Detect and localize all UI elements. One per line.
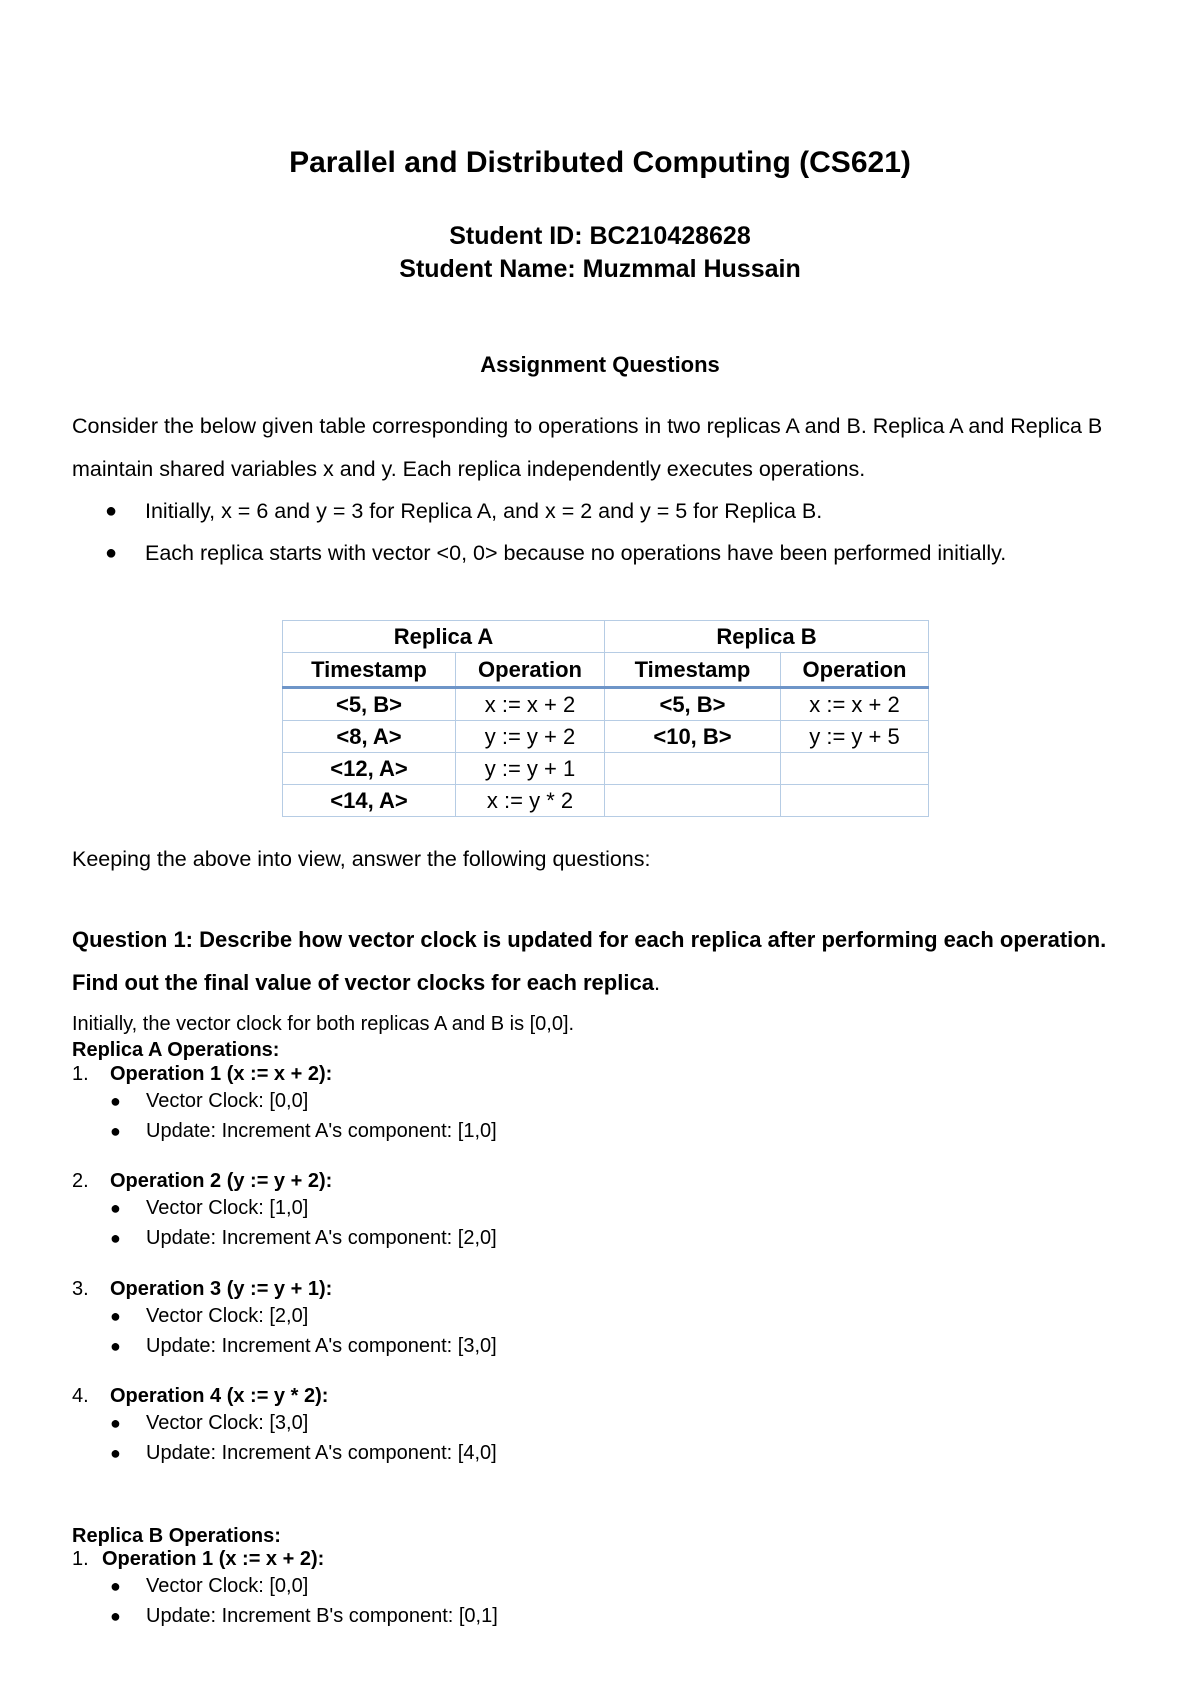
- replica-b-heading: Replica B Operations:: [72, 1525, 281, 1547]
- table-cell: <5, B>: [605, 688, 781, 721]
- bullet-icon: ●: [110, 1198, 121, 1218]
- list-item: ● Update: Increment A's component: [2,0]: [110, 1223, 497, 1253]
- replica-a-heading: Replica A Operations:: [72, 1039, 280, 1061]
- replica-table: [282, 620, 929, 817]
- table-cell: [605, 753, 781, 785]
- table-row: [283, 785, 929, 817]
- table-cell: y := y + 2: [456, 721, 605, 753]
- list-item: ● Update: Increment A's component: [4,0]: [110, 1438, 497, 1468]
- table-cell: y := y + 1: [456, 753, 605, 785]
- student-id: Student ID: BC210428628: [449, 222, 751, 250]
- replica-a-header: Replica A: [283, 621, 605, 653]
- list-item: 1. Operation 1 (x := x + 2):: [72, 1063, 333, 1085]
- list-item: ● Update: Increment A's component: [1,0]: [110, 1116, 497, 1146]
- table-cell: <14, A>: [283, 785, 456, 817]
- bullet-icon: ●: [110, 1413, 121, 1433]
- table-cell: [605, 785, 781, 817]
- sub-list: [110, 1571, 498, 1631]
- list-item: 2. Operation 2 (y := y + 2):: [72, 1170, 333, 1192]
- table-row: [283, 688, 929, 721]
- answer-initial: Initially, the vector clock for both replicas A and B is [0,0].: [72, 1013, 575, 1035]
- list-item: ● Update: Increment A's component: [3,0]: [110, 1331, 497, 1361]
- list-item: 4. Operation 4 (x := y * 2):: [72, 1385, 329, 1407]
- column-header: Timestamp: [605, 653, 781, 688]
- table-cell: x := x + 2: [781, 688, 929, 721]
- column-header: Operation: [781, 653, 929, 688]
- bullet-icon: ●: [110, 1576, 121, 1596]
- list-item: ● Each replica starts with vector <0, 0> because no operations have been performed initially.: [105, 532, 1006, 574]
- list-item: ● Vector Clock: [2,0]: [110, 1301, 497, 1331]
- table-cell: x := y * 2: [456, 785, 605, 817]
- section-title: Assignment Questions: [480, 352, 720, 377]
- bullet-icon: ●: [110, 1121, 121, 1141]
- sub-list: [110, 1301, 497, 1361]
- table-row: [283, 721, 929, 753]
- table-cell: <10, B>: [605, 721, 781, 753]
- table-cell: x := x + 2: [456, 688, 605, 721]
- bullet-icon: ●: [110, 1443, 121, 1463]
- list-item: ● Vector Clock: [0,0]: [110, 1086, 497, 1116]
- instruction-text: Keeping the above into view, answer the following questions:: [72, 847, 651, 871]
- list-item: ● Vector Clock: [0,0]: [110, 1571, 498, 1601]
- column-header: Operation: [456, 653, 605, 688]
- column-header: Timestamp: [283, 653, 456, 688]
- table-cell: <5, B>: [283, 688, 456, 721]
- table-row: [283, 753, 929, 785]
- sub-list: [110, 1408, 497, 1468]
- intro-paragraph: Consider the below given table corresponding to operations in two replicas A and B. Replica A and Replica B maintain shared variables x and y. Each replica independently executes operations.: [72, 414, 1103, 481]
- table-cell: <12, A>: [283, 753, 456, 785]
- bullet-icon: ●: [110, 1336, 121, 1356]
- student-name: Student Name: Muzmmal Hussain: [399, 255, 801, 283]
- table-cell: <8, A>: [283, 721, 456, 753]
- bullet-icon: ●: [110, 1606, 121, 1626]
- list-item: ● Vector Clock: [1,0]: [110, 1193, 497, 1223]
- table-cell: y := y + 5: [781, 721, 929, 753]
- replica-b-header: Replica B: [605, 621, 929, 653]
- table-cell: [781, 785, 929, 817]
- bullet-icon: ●: [105, 542, 118, 564]
- list-item: 1. Operation 1 (x := x + 2):: [72, 1548, 325, 1570]
- table-cell: [781, 753, 929, 785]
- bullet-icon: ●: [110, 1306, 121, 1326]
- list-item: ● Update: Increment B's component: [0,1]: [110, 1601, 498, 1631]
- list-item: 3. Operation 3 (y := y + 1):: [72, 1278, 333, 1300]
- intro-bullet-list: [105, 490, 1006, 574]
- sub-list: [110, 1193, 497, 1253]
- list-item: ● Initially, x = 6 and y = 3 for Replica A, and x = 2 and y = 5 for Replica B.: [105, 490, 1006, 532]
- bullet-icon: ●: [105, 500, 118, 522]
- document-title: Parallel and Distributed Computing (CS621): [289, 146, 911, 179]
- question-1: Question 1: Describe how vector clock is updated for each replica after performing each operation. Find out the final value of vector clocks for each replica.: [72, 927, 1107, 995]
- list-item: ● Vector Clock: [3,0]: [110, 1408, 497, 1438]
- bullet-icon: ●: [110, 1228, 121, 1248]
- bullet-icon: ●: [110, 1091, 121, 1111]
- sub-list: [110, 1086, 497, 1146]
